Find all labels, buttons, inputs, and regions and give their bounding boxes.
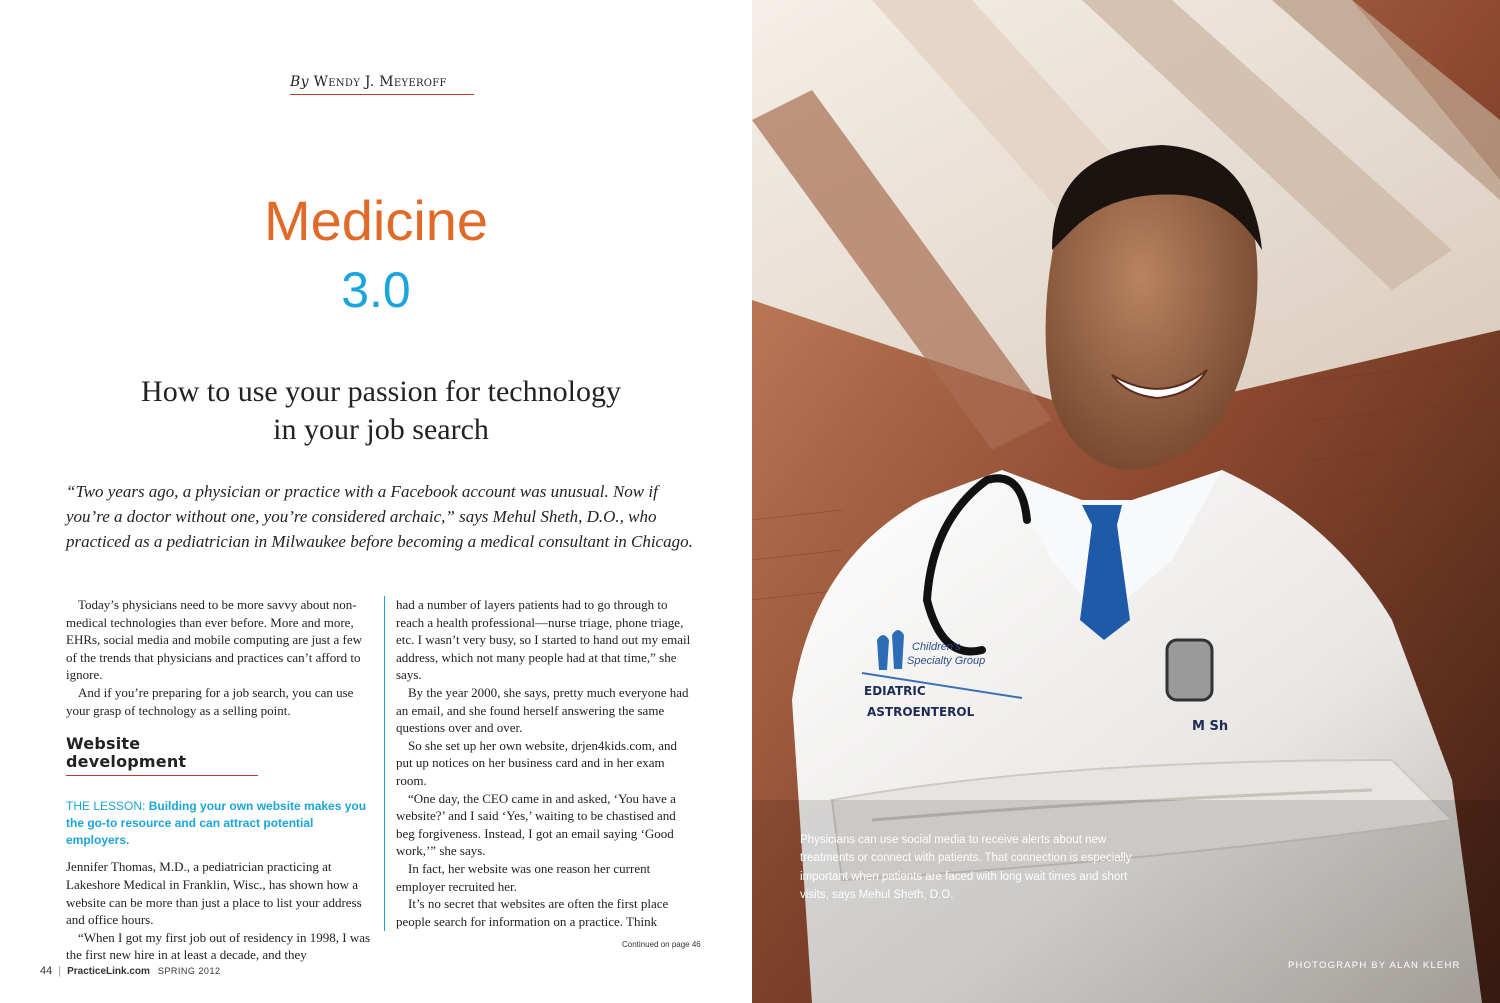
- coat-logo-line2: Specialty Group: [907, 655, 986, 667]
- page-number: 44: [40, 965, 53, 977]
- subtitle-line1: How to use your passion for technology: [141, 375, 621, 408]
- continued-note: Continued on page 46: [622, 940, 701, 949]
- photo-page: [752, 0, 1500, 1003]
- body-column-2: [396, 596, 694, 930]
- section-heading: Website development: [66, 735, 258, 776]
- page-footer: [40, 965, 220, 977]
- byline: [290, 74, 474, 95]
- paragraph: And if you’re preparing for a job search, you can use your grasp of technology as a selling point.: [66, 684, 354, 718]
- byline-prefix: By: [290, 74, 309, 90]
- photo-caption: Physicians can use social media to receive alerts about new treatments or connect with patients. That connection is especially important when patients are faced with long wait times and short visits, says Mehul Sheth, D.O.: [800, 834, 1132, 902]
- paragraph: In fact, her website was one reason her current employer recruited her.: [396, 860, 651, 894]
- byline-author: Wendy J. Meyeroff: [313, 74, 447, 90]
- paragraph: It’s no secret that websites are often the first place people search for information on a practice. Think: [396, 896, 669, 929]
- paragraph: So she set up her own website, drjen4kids.com, and put up notices on her business card and in her exam room.: [396, 737, 677, 788]
- coat-text-line1: EDIATRIC: [864, 684, 926, 698]
- lesson-callout: [66, 798, 372, 849]
- pull-quote: “Two years ago, a physician or practice with a Facebook account was unusual. Now if you’re a doctor without one, you’re considered archaic,” says Mehul Sheth, D.O., who practiced as a pediatrician in Milwaukee before becoming a medical consultant in Chicago.: [66, 482, 693, 551]
- paragraph: “When I got my first job out of residency in 1998, I was the first new hire in at least a decade, and they: [66, 929, 371, 963]
- article-subtitle: [60, 373, 702, 449]
- paragraph: had a number of layers patients had to go through to reach a health professional—nurse triage, phone triage, etc. I wasn’t very busy, so I started to hand out my email address, which not many people had at that time,” she says.: [396, 597, 691, 683]
- paragraph: Jennifer Thomas, M.D., a pediatrician practicing at Lakeshore Medical in Franklin, Wisc., has shown how a website can be more than just a place to list your address and office hours.: [66, 859, 362, 928]
- paragraph: Today’s physicians need to be more savvy about non-medical technologies than ever before. More and more, EHRs, social media and mobile computing are just a few of the trends that physicians and practices can’t afford to ignore.: [66, 597, 363, 683]
- article-title-line2: 3.0: [341, 262, 411, 318]
- stethoscope-chestpiece: [1167, 640, 1212, 700]
- photo-credit: PHOTOGRAPH BY ALAN KLEHR: [1288, 960, 1461, 971]
- column-divider: [384, 596, 385, 931]
- paragraph: By the year 2000, she says, pretty much everyone had an email, and she found herself answering the same questions over and over.: [396, 684, 689, 736]
- body-column-1: [66, 596, 372, 964]
- footer-issue: SPRING 2012: [157, 966, 221, 976]
- coat-text-line2: ASTROENTEROL: [867, 705, 975, 719]
- subtitle-line2: in your job search: [273, 413, 489, 446]
- footer-separator: |: [58, 965, 62, 977]
- article-title-line1: Medicine: [263, 189, 489, 252]
- lesson-label: THE LESSON:: [66, 799, 146, 814]
- paragraph: “One day, the CEO came in and asked, ‘You have a website?’ and I said ‘Yes,’ waiting to be chastised and beg forgiveness. Instead, I got an email saying ‘Good work,’” she says.: [396, 790, 676, 859]
- lesson-text: Building your own website makes you the go-to resource and can attract potential employers.: [66, 799, 367, 848]
- name-tag: M Sh: [1192, 719, 1229, 734]
- footer-site: PracticeLink.com: [67, 966, 150, 977]
- coat-logo-line1: Children's: [912, 641, 961, 653]
